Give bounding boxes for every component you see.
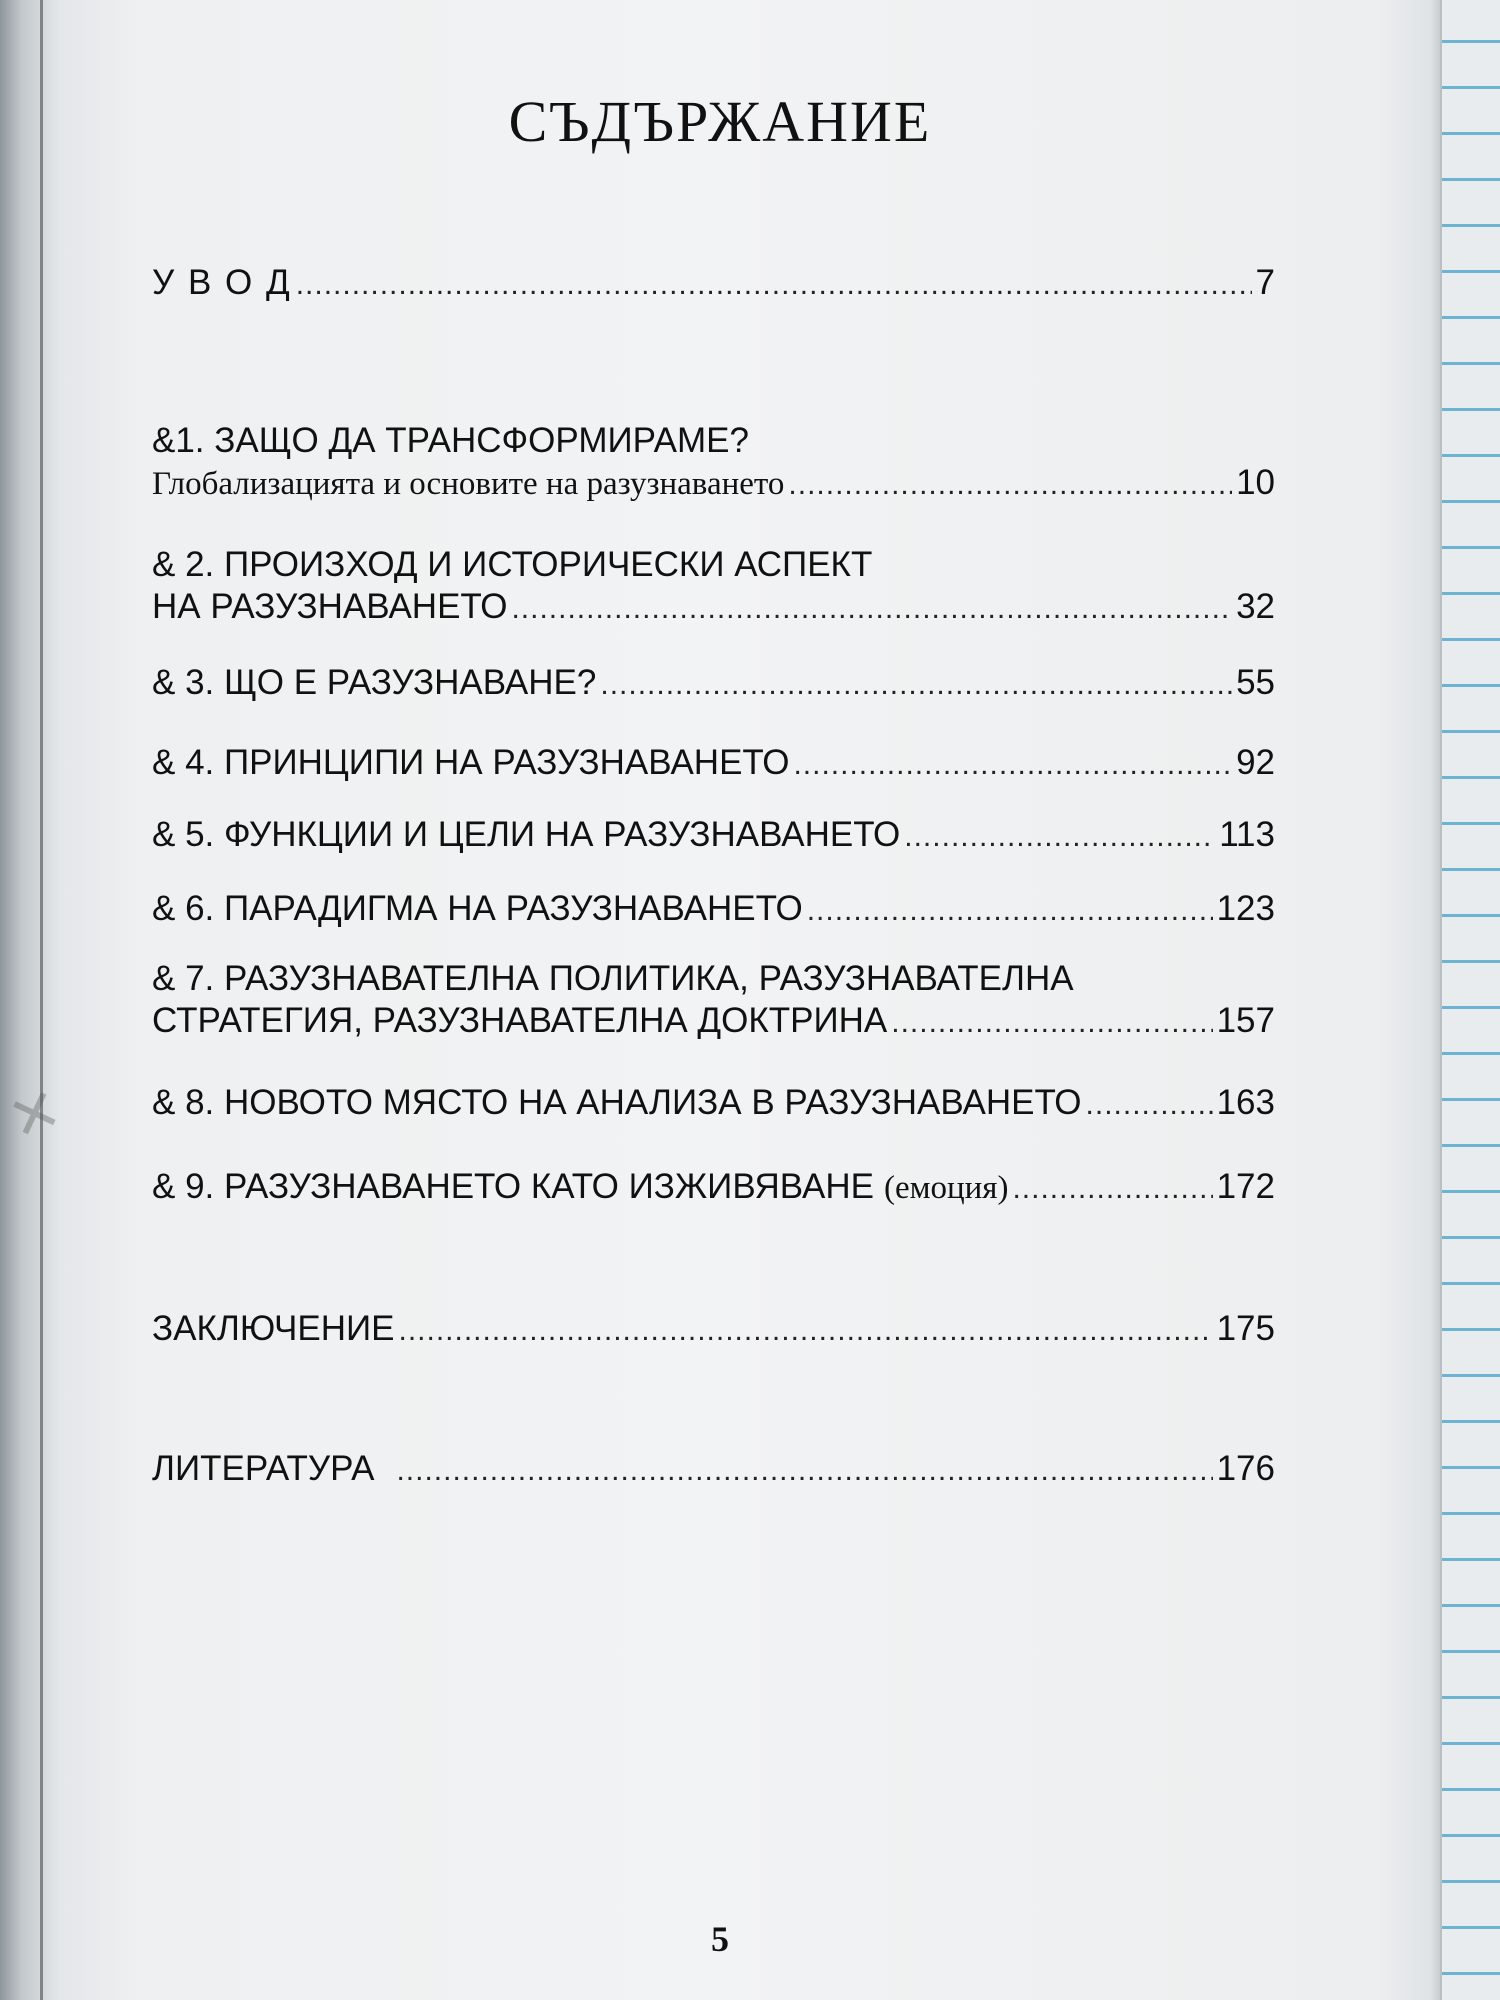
- toc-entry-5: [152, 814, 1275, 858]
- toc-page-number: 92: [1236, 743, 1275, 782]
- leader-dots: [600, 664, 1232, 706]
- pencil-mark: ✕: [0, 1073, 71, 1157]
- toc-entry-conclusion: [152, 1308, 1275, 1352]
- page-title: СЪДЪРЖАНИЕ: [508, 89, 932, 154]
- toc-entry-title: & 5. ФУНКЦИИ И ЦЕЛИ НА РАЗУЗНАВАНЕТО: [152, 815, 901, 854]
- page-number: 5: [711, 1919, 729, 1959]
- toc-entry-title: & 6. ПАРАДИГМА НА РАЗУЗНАВАНЕТО: [152, 889, 803, 928]
- toc-entry-3: [152, 662, 1275, 706]
- toc-page-number: 172: [1216, 1167, 1275, 1206]
- toc-entry-title: & 3. ЩО Е РАЗУЗНАВАНЕ?: [152, 663, 597, 702]
- toc-page-number: 32: [1236, 587, 1275, 626]
- toc-page-number: 123: [1216, 889, 1275, 928]
- toc-entry-title-continued: СТРАТЕГИЯ, РАЗУЗНАВАТЕЛНА ДОКТРИНА: [152, 1001, 888, 1040]
- leader-dots: [1012, 1168, 1212, 1210]
- leader-dots: [399, 1310, 1213, 1352]
- leader-dots: [904, 816, 1215, 858]
- toc-page-number: 113: [1219, 815, 1275, 854]
- toc-entry-title: & 9. РАЗУЗНАВАНЕТО КАТО ИЗЖИВЯВАНЕ: [152, 1167, 874, 1206]
- toc-page-number: 10: [1236, 463, 1275, 502]
- toc-entry-9: [152, 1166, 1275, 1210]
- toc-entry-7: [152, 958, 1275, 1044]
- leader-dots: [807, 890, 1213, 932]
- leader-dots: [891, 1002, 1212, 1044]
- toc-page-number: 157: [1216, 1001, 1275, 1040]
- toc-page-number: 175: [1216, 1309, 1275, 1348]
- toc-entry-suffix: (емоция): [883, 1170, 1009, 1206]
- leader-dots: [793, 744, 1232, 786]
- leader-dots: [511, 588, 1232, 630]
- toc-entry-title: &1. ЗАЩО ДА ТРАНСФОРМИРАМЕ?: [152, 421, 749, 460]
- toc-entry-title: & 7. РАЗУЗНАВАТЕЛНА ПОЛИТИКА, РАЗУЗНАВАТЕЛНА: [152, 959, 1074, 998]
- toc-page-number: 163: [1216, 1083, 1275, 1122]
- toc-entry-4: [152, 742, 1275, 786]
- toc-entry-literature: [152, 1448, 1275, 1492]
- leader-dots: [788, 464, 1232, 506]
- binding-gutter: [40, 0, 43, 2000]
- toc-entry-intro: [152, 262, 1275, 306]
- toc-entry-1: [152, 420, 1275, 506]
- leader-dots: [1086, 1084, 1213, 1126]
- leader-dots: [396, 1450, 1212, 1492]
- toc-entry-6: [152, 888, 1275, 932]
- toc-entry-title: ЛИТЕРАТУРА: [152, 1449, 375, 1488]
- leader-dots: [296, 264, 1252, 306]
- toc-entry-title-continued: НА РАЗУЗНАВАНЕТО: [152, 587, 508, 626]
- toc-page-number: 7: [1255, 263, 1275, 302]
- toc-entry-title: & 2. ПРОИЗХОД И ИСТОРИЧЕСКИ АСПЕКТ: [152, 545, 873, 584]
- toc-entry-subtitle: Глобализацията и основите на разузнаването: [152, 466, 785, 502]
- toc-entry-title: У В О Д: [152, 263, 292, 302]
- toc-entry-title: ЗАКЛЮЧЕНИЕ: [152, 1309, 395, 1348]
- toc-page-number: 55: [1236, 663, 1275, 702]
- toc-entry-title: & 8. НОВОТО МЯСТО НА АНАЛИЗА В РАЗУЗНАВАНЕТО: [152, 1083, 1082, 1122]
- notebook-paper-edge: [1440, 0, 1500, 2000]
- toc-page-number: 176: [1216, 1449, 1275, 1488]
- toc-entry-2: [152, 544, 1275, 630]
- toc-entry-8: [152, 1082, 1275, 1126]
- toc-entry-title: & 4. ПРИНЦИПИ НА РАЗУЗНАВАНЕТО: [152, 743, 790, 782]
